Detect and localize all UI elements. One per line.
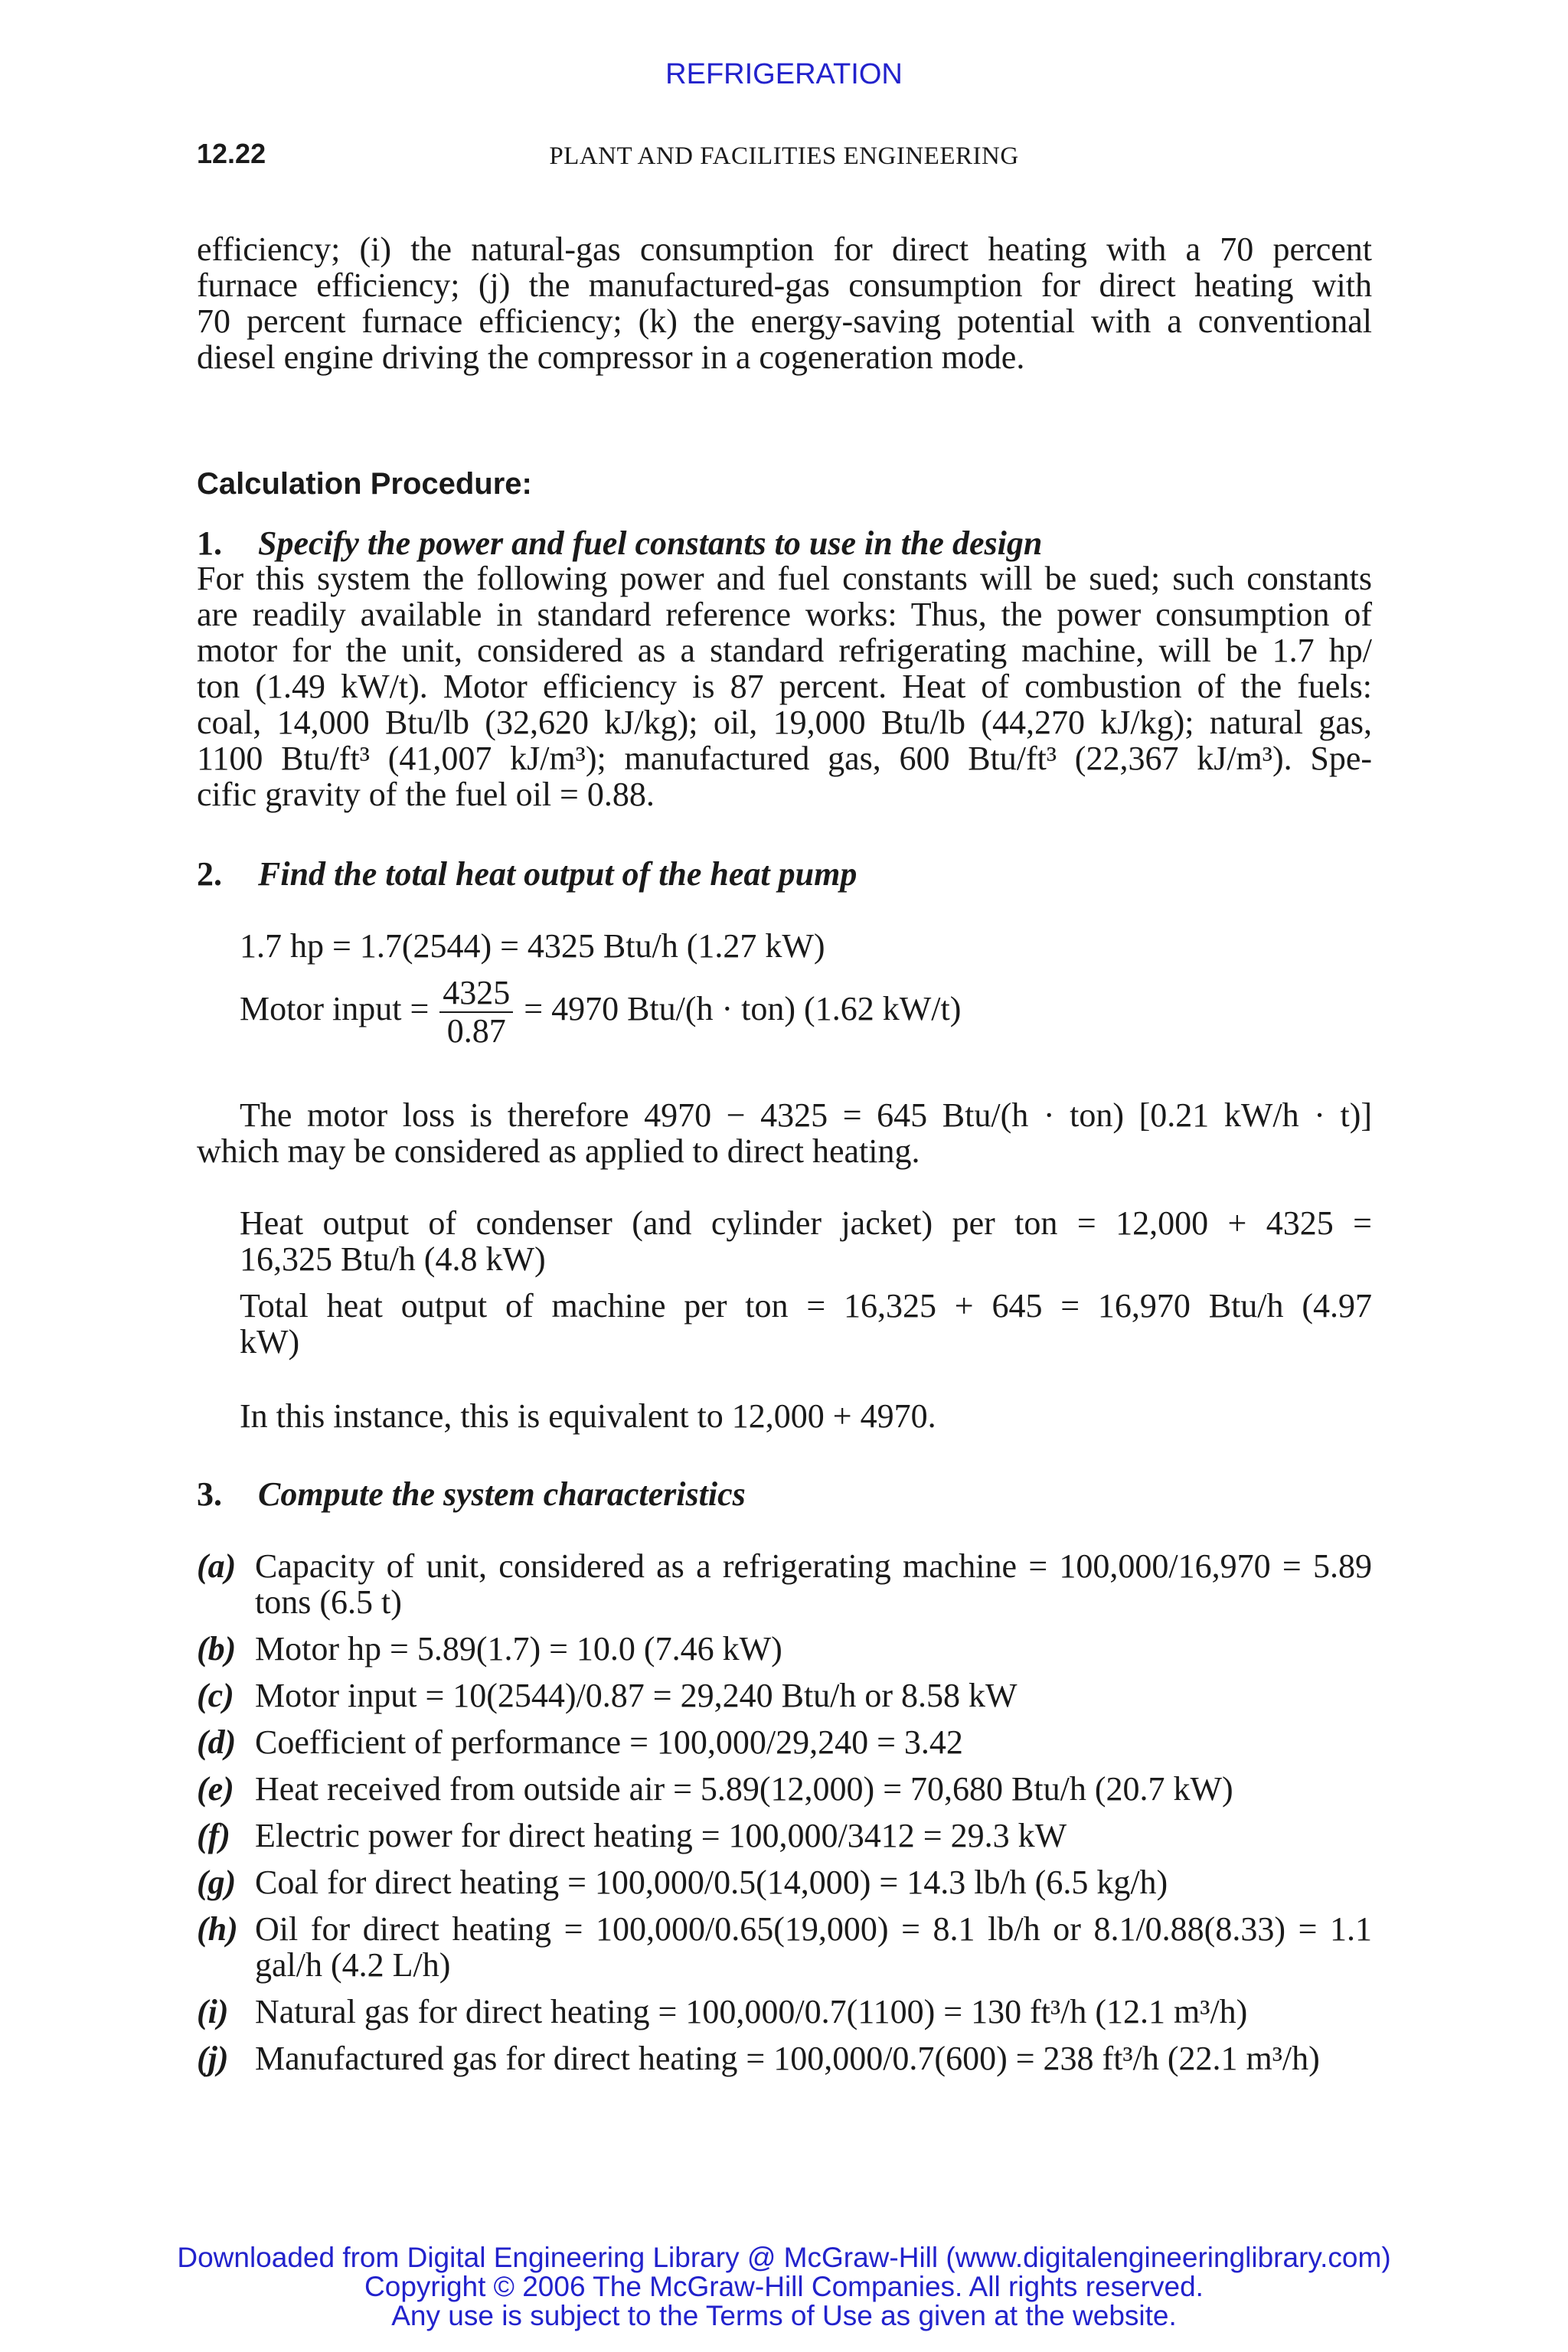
list-item xyxy=(197,1677,1372,1713)
equation-rhs: = 4970 Btu/(h · ton) (1.62 kW/t) xyxy=(524,990,962,1028)
step-2-heading xyxy=(197,854,857,893)
step-1-line: For this system the following power and fuel constants will be sued; such constants xyxy=(197,560,1372,597)
item-label: (e) xyxy=(197,1770,234,1808)
item-label: (a) xyxy=(197,1547,237,1585)
step-1-line: 1100 Btu/ft³ (41,007 kJ/m³); manufactured gas, 600 Btu/ft³ (22,367 kJ/m³). Spe- xyxy=(197,740,1372,777)
intro-line: 70 percent furnace efficiency; (k) the energy-saving potential with a conventional xyxy=(197,302,1372,340)
list-item xyxy=(197,1864,1372,1900)
intro-line: furnace efficiency; (j) the manufactured-gas consumption for direct heating with xyxy=(197,266,1372,304)
motor-loss-line: The motor loss is therefore 4970 − 4325 = 645 Btu/(h · ton) [0.21 kW/h · t)] xyxy=(240,1096,1372,1134)
item-label: (c) xyxy=(197,1677,234,1714)
item-text: Motor hp = 5.89(1.7) = 10.0 (7.46 kW) xyxy=(255,1630,782,1668)
step-number: 1. xyxy=(197,524,222,562)
step-number: 3. xyxy=(197,1475,222,1513)
motor-loss-line: which may be considered as applied to direct heating. xyxy=(197,1132,920,1170)
fraction-denominator: 0.87 xyxy=(446,1012,506,1050)
step-title: Compute the system characteristics xyxy=(258,1475,746,1513)
intro-line: diesel engine driving the compressor in a cogeneration mode. xyxy=(197,338,1025,376)
running-head: REFRIGERATION xyxy=(665,58,903,90)
step-1-line: cific gravity of the fuel oil = 0.88. xyxy=(197,776,655,813)
condenser-output-line: 16,325 Btu/h (4.8 kW) xyxy=(240,1240,546,1278)
list-item xyxy=(197,1724,1372,1760)
step-1-line: motor for the unit, considered as a standard refrigerating machine, will be 1.7 hp/ xyxy=(197,632,1372,669)
condenser-output-line: Heat output of condenser (and cylinder jacket) per ton = 12,000 + 4325 = xyxy=(240,1204,1372,1242)
footer-terms: Any use is subject to the Terms of Use as given at the website. xyxy=(391,2300,1177,2331)
step-1-heading xyxy=(197,524,1042,563)
item-text: Capacity of unit, considered as a refrigerating machine = 100,000/16,970 = 5.89 tons (6.5 t) xyxy=(255,1547,1372,1621)
footer-notice xyxy=(0,2243,1568,2331)
section-heading: Calculation Procedure: xyxy=(197,467,532,501)
item-text: Motor input = 10(2544)/0.87 = 29,240 Btu/h or 8.58 kW xyxy=(255,1677,1018,1714)
item-label: (g) xyxy=(197,1864,237,1901)
item-label: (i) xyxy=(197,1993,229,2030)
equation-label: Motor input = xyxy=(240,990,430,1028)
step-title: Specify the power and fuel constants to use in the design xyxy=(258,524,1043,562)
fraction xyxy=(439,975,513,1050)
list-item xyxy=(197,1771,1372,1807)
total-output-line: Total heat output of machine per ton = 16,325 + 645 = 16,970 Btu/h (4.97 xyxy=(240,1287,1372,1325)
list-item xyxy=(197,1548,1372,1620)
equation-hp: 1.7 hp = 1.7(2544) = 4325 Btu/h (1.27 kW) xyxy=(240,927,825,965)
item-label: (b) xyxy=(197,1630,237,1668)
item-text: Coal for direct heating = 100,000/0.5(14,000) = 14.3 lb/h (6.5 kg/h) xyxy=(255,1864,1168,1901)
intro-line: efficiency; (i) the natural-gas consumption for direct heating with a 70 percent xyxy=(197,230,1372,268)
item-text: Electric power for direct heating = 100,000/3412 = 29.3 kW xyxy=(255,1817,1067,1854)
book-title: PLANT AND FACILITIES ENGINEERING xyxy=(549,142,1019,170)
item-label: (j) xyxy=(197,2040,229,2077)
item-text: Heat received from outside air = 5.89(12,000) = 70,680 Btu/h (20.7 kW) xyxy=(255,1770,1233,1808)
step-title: Find the total heat output of the heat pump xyxy=(258,855,858,893)
footer-download-link[interactable]: Downloaded from Digital Engineering Library @ McGraw-Hill (www.digitalengineeringlibrary.com) xyxy=(177,2242,1391,2273)
equation-motor-input xyxy=(240,975,961,1050)
list-item xyxy=(197,1994,1372,2030)
page-number: 12.22 xyxy=(197,138,266,169)
step-1-line: ton (1.49 kW/t). Motor efficiency is 87 percent. Heat of combustion of the fuels: xyxy=(197,668,1372,705)
list-item xyxy=(197,1631,1372,1667)
step-number: 2. xyxy=(197,855,222,893)
footer-copyright: Copyright © 2006 The McGraw-Hill Companies. All rights reserved. xyxy=(364,2271,1204,2302)
item-text: Coefficient of performance = 100,000/29,240 = 3.42 xyxy=(255,1723,963,1761)
step-3-heading xyxy=(197,1475,746,1514)
total-output-line: kW) xyxy=(240,1323,300,1361)
list-item xyxy=(197,1818,1372,1854)
fraction-numerator: 4325 xyxy=(439,975,513,1013)
step-1-line: coal, 14,000 Btu/lb (32,620 kJ/kg); oil, 19,000 Btu/lb (44,270 kJ/kg); natural gas, xyxy=(197,704,1372,741)
list-item xyxy=(197,2040,1372,2076)
item-label: (f) xyxy=(197,1817,230,1854)
item-text: Oil for direct heating = 100,000/0.65(19,000) = 8.1 lb/h or 8.1/0.88(8.33) = 1.1 gal/h (4.2 L/h) xyxy=(255,1910,1372,1984)
item-label: (d) xyxy=(197,1723,237,1761)
step-1-line: are readily available in standard reference works: Thus, the power consumption of xyxy=(197,596,1372,633)
item-text: Manufactured gas for direct heating = 100,000/0.7(600) = 238 ft³/h (22.1 m³/h) xyxy=(255,2040,1320,2077)
item-label: (h) xyxy=(197,1910,238,1948)
item-text: Natural gas for direct heating = 100,000/0.7(1100) = 130 ft³/h (12.1 m³/h) xyxy=(255,1993,1248,2030)
list-item xyxy=(197,1911,1372,1983)
equivalence-line: In this instance, this is equivalent to 12,000 + 4970. xyxy=(240,1397,936,1435)
